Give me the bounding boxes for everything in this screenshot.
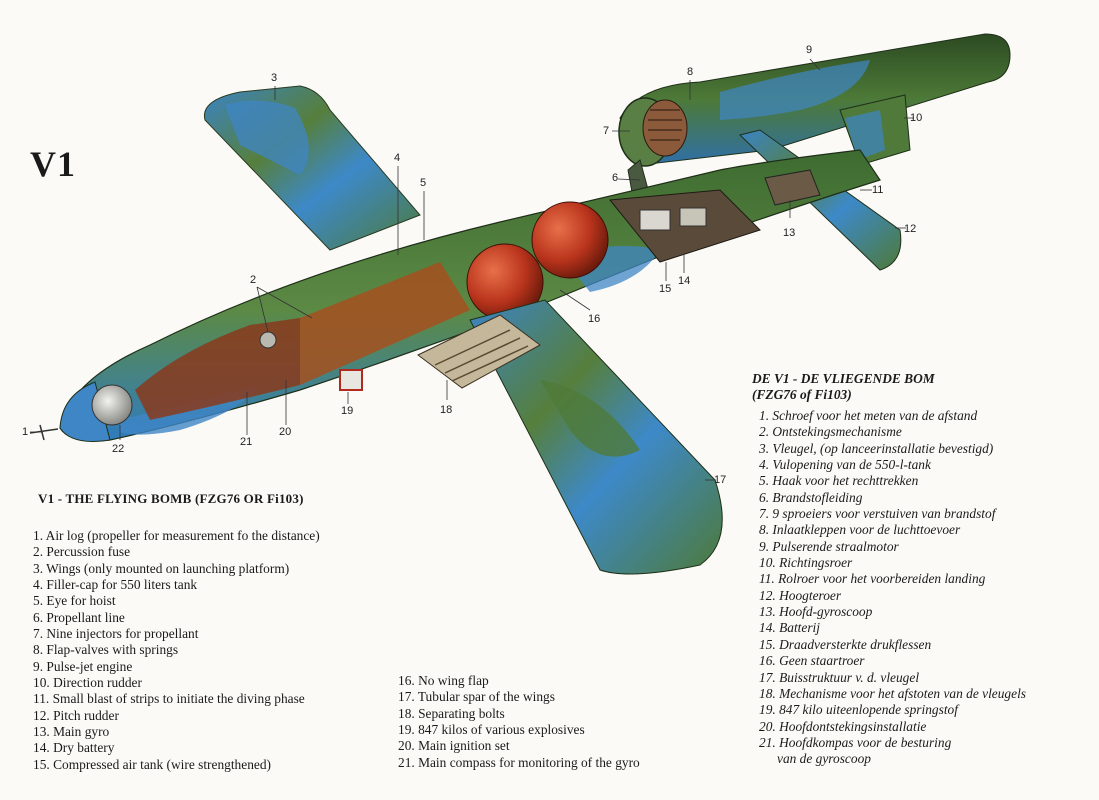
dutch-legend-heading <box>752 371 935 403</box>
percussion-fuse <box>260 332 276 348</box>
dutch-heading-line1: DE V1 - DE VLIEGENDE BOM <box>752 371 935 386</box>
callout-13: 13 <box>783 227 796 239</box>
english-legend-item-7: 7. Nine injectors for propellant <box>33 626 199 642</box>
air-tank-sphere-2 <box>532 202 608 278</box>
callout-19: 19 <box>341 405 354 417</box>
callout-7: 7 <box>603 125 610 137</box>
dutch-legend-item-20: 20. Hoofdontstekingsinstallatie <box>759 718 927 734</box>
air-log-propeller <box>30 425 58 440</box>
english-legend-item-20: 20. Main ignition set <box>398 738 510 754</box>
callout-12: 12 <box>904 223 917 235</box>
english-legend-item-8: 8. Flap-valves with springs <box>33 642 179 658</box>
dutch-legend-item-2: 2. Ontstekingsmechanisme <box>759 424 902 440</box>
dutch-legend-item-13: 13. Hoofd-gyroscoop <box>759 604 873 620</box>
dutch-legend-item-21-line1: 21. Hoofdkompas voor de besturing <box>759 734 952 750</box>
dutch-legend-item-3: 3. Vleugel, (op lanceerinstallatie bevestigd) <box>759 440 994 456</box>
main-ignition-set <box>340 370 362 390</box>
english-legend-item-10: 10. Direction rudder <box>33 675 142 691</box>
callout-20: 20 <box>279 426 292 438</box>
callout-22: 22 <box>112 443 125 455</box>
english-legend-item-12: 12. Pitch rudder <box>33 707 119 723</box>
callout-3: 3 <box>271 72 278 84</box>
english-legend-item-1: 1. Air log (propeller for measurement fo the distance) <box>33 528 320 543</box>
english-legend-item-11: 11. Small blast of strips to initiate the diving phase <box>33 691 305 707</box>
english-legend-item-14: 14. Dry battery <box>33 740 115 756</box>
callout-11: 11 <box>872 184 884 196</box>
dutch-legend-item-12: 12. Hoogteroer <box>759 587 842 603</box>
callout-21: 21 <box>240 436 253 448</box>
dutch-legend-item-8: 8. Inlaatkleppen voor de luchttoevoer <box>759 522 961 538</box>
flap-valve-grid <box>643 100 687 156</box>
dutch-legend-item-21-line2: van de gyroscoop <box>777 751 871 767</box>
english-legend-item-3: 3. Wings (only mounted on launching platform) <box>33 560 290 576</box>
callout-2: 2 <box>250 274 257 286</box>
english-legend-item-13: 13. Main gyro <box>33 724 110 740</box>
dutch-legend-item-6: 6. Brandstofleiding <box>759 489 863 505</box>
english-legend-item-9: 9. Pulse-jet engine <box>33 658 133 674</box>
dutch-legend-item-19: 19. 847 kilo uiteenlopende springstof <box>759 702 958 718</box>
english-legend-item-21: 21. Main compass for monitoring of the gyro <box>398 754 640 770</box>
english-legend-item-2: 2. Percussion fuse <box>33 544 131 560</box>
dutch-heading-line2: (FZG76 of Fi103) <box>752 387 852 402</box>
dutch-legend-item-7: 7. 9 sproeiers voor verstuiven van brandstof <box>759 506 996 522</box>
dutch-legend-item-18: 18. Mechanisme voor het afstoten van de vleugels <box>759 685 1026 701</box>
dutch-legend-item-1: 1. Schroef voor het meten van de afstand <box>759 408 978 423</box>
english-legend-item-19: 19. 847 kilos of various explosives <box>398 722 585 738</box>
callout-4: 4 <box>394 152 401 164</box>
english-legend-item-4: 4. Filler-cap for 550 liters tank <box>33 577 198 593</box>
dutch-legend-item-10: 10. Richtingsroer <box>759 555 853 571</box>
dutch-legend-item-21 <box>759 735 1026 768</box>
dutch-legend-item-15: 15. Draadversterkte drukflessen <box>759 636 932 652</box>
callout-16: 16 <box>588 313 601 325</box>
english-legend-item-6: 6. Propellant line <box>33 609 125 625</box>
english-legend-heading: V1 - THE FLYING BOMB (FZG76 OR Fi103) <box>38 491 304 506</box>
dutch-legend-item-17: 17. Buisstruktuur v. d. vleugel <box>759 669 920 685</box>
dutch-legend <box>752 371 1026 767</box>
dutch-legend-item-11: 11. Rolroer voor het voorbereiden landing <box>759 571 986 587</box>
dutch-legend-item-5: 5. Haak voor het rechttrekken <box>759 473 919 489</box>
callout-8: 8 <box>687 66 694 78</box>
english-legend-item-15: 15. Compressed air tank (wire strengthened) <box>33 756 271 772</box>
main-compass <box>92 385 132 425</box>
english-legend-list-part2 <box>398 673 640 771</box>
english-legend-item-17: 17. Tubular spar of the wings <box>398 689 555 705</box>
callout-6: 6 <box>612 172 619 184</box>
dutch-legend-list <box>759 408 1026 768</box>
dutch-legend-item-16: 16. Geen staartroer <box>759 653 865 669</box>
callout-1: 1 <box>22 426 29 438</box>
callout-14: 14 <box>678 275 691 287</box>
dutch-legend-item-4: 4. Vulopening van de 550-l-tank <box>759 457 931 473</box>
callout-15: 15 <box>659 283 672 295</box>
callout-9: 9 <box>806 44 813 56</box>
callout-5: 5 <box>420 177 427 189</box>
english-legend-item-5: 5. Eye for hoist <box>33 593 116 609</box>
english-legend-item-18: 18. Separating bolts <box>398 705 505 721</box>
english-legend-list-part1 <box>33 528 320 773</box>
page-title: V1 <box>30 144 76 184</box>
callout-18: 18 <box>440 404 453 416</box>
dutch-legend-item-14: 14. Batterij <box>759 620 820 636</box>
english-legend-item-16: 16. No wing flap <box>398 673 489 688</box>
callout-10: 10 <box>910 112 923 124</box>
dutch-legend-item-9: 9. Pulserende straalmotor <box>759 538 899 554</box>
callout-17: 17 <box>714 474 727 486</box>
